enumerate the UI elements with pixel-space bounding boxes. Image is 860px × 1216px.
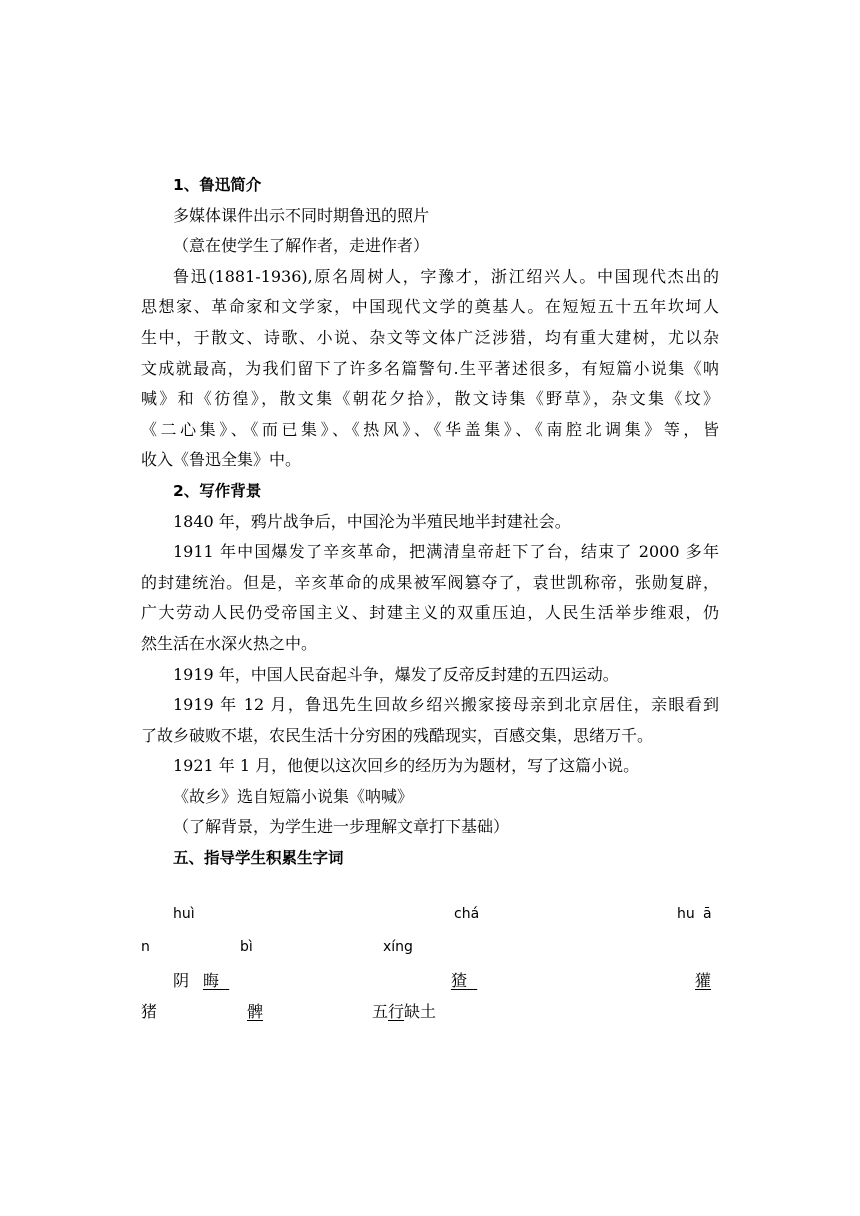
paragraph: 多媒体课件出示不同时期鲁迅的照片 xyxy=(173,205,430,225)
pinyin-cha: chá xyxy=(454,906,480,922)
pinyin-hua-part2: ā xyxy=(703,906,712,922)
paragraph: （了解背景，为学生进一步理解文章打下基础） xyxy=(173,817,510,837)
paragraph-line: 生中，于散文、诗歌、小说、杂文等文体广泛涉猎，均有重大建树，尤以杂 xyxy=(141,327,719,347)
paragraph-line: 喊》和《彷徨》，散文集《朝花夕拾》，散文诗集《野草》，杂文集《坟》 xyxy=(141,389,719,409)
pinyin-bi: bì xyxy=(240,939,253,955)
word-bi: 髀 xyxy=(247,1002,264,1021)
word-cha: 猹 xyxy=(451,971,468,990)
paragraph: 1840 年，鸦片战争后，中国沦为半殖民地半封建社会。 xyxy=(173,511,571,531)
word-hui: 晦 xyxy=(203,971,220,990)
pinyin-xing: xíng xyxy=(383,939,413,955)
paragraph-line: 鲁迅(1881-1936),原名周树人，字豫才，浙江绍兴人。中国现代杰出的 xyxy=(173,266,719,286)
paragraph: 1919 年，中国人民奋起斗争，爆发了反帝反封建的五四运动。 xyxy=(173,664,619,684)
pinyin-n: n xyxy=(141,939,150,955)
section-heading-background: 2、写作背景 xyxy=(173,481,262,500)
paragraph-line: 《二心集》、《而已集》、《热风》、《华盖集》、《南腔北调集》等，皆 xyxy=(141,419,719,439)
word-zhu: 猪 xyxy=(141,1002,158,1021)
paragraph-line: 了故乡破败不堪，农民生活十分穷困的残酷现实，百感交集，思绪万千。 xyxy=(141,725,654,745)
paragraph-line: 思想家、革命家和文学家，中国现代文学的奠基人。在短短五十五年坎坷人 xyxy=(141,297,719,317)
pinyin-hua-part1: hu xyxy=(677,906,695,922)
paragraph: （意在使学生了解作者，走进作者） xyxy=(173,236,430,256)
paragraph-line: 然生活在水深火热之中。 xyxy=(141,633,318,653)
pinyin-hui: huì xyxy=(173,906,195,922)
paragraph-line: 广大劳动人民仍受帝国主义、封建主义的双重压迫，人民生活举步维艰，仍 xyxy=(141,603,719,623)
paragraph-line: 1911 年中国爆发了辛亥革命，把满清皇帝赶下了台，结束了 2000 多年 xyxy=(173,542,719,562)
paragraph-line: 文成就最高，为我们留下了许多名篇警句.生平著述很多，有短篇小说集《呐 xyxy=(141,358,719,378)
text-body xyxy=(141,170,719,874)
word-yin: 阴 xyxy=(173,971,190,990)
word-huan: 獾 xyxy=(695,971,712,990)
paragraph-line: 收入《鲁迅全集》中。 xyxy=(141,450,302,470)
paragraph-line: 的封建统治。但是，辛亥革命的成果被军阀篡夺了，袁世凯称帝，张勋复辟， xyxy=(141,572,719,592)
paragraph: 1921 年 1 月，他便以这次回乡的经历为为题材，写了这篇小说。 xyxy=(173,756,640,776)
section-heading-lu-xun-intro: 1、鲁迅简介 xyxy=(173,176,262,194)
paragraph: 《故乡》选自短篇小说集《呐喊》 xyxy=(173,786,414,806)
word-wuxing-queshu: 五行缺土 xyxy=(372,1002,437,1021)
paragraph-line: 1919 年 12 月，鲁迅先生回故乡绍兴搬家接母亲到北京居住，亲眼看到 xyxy=(173,695,719,715)
section-heading-vocabulary: 五、指导学生积累生字词 xyxy=(173,849,344,868)
